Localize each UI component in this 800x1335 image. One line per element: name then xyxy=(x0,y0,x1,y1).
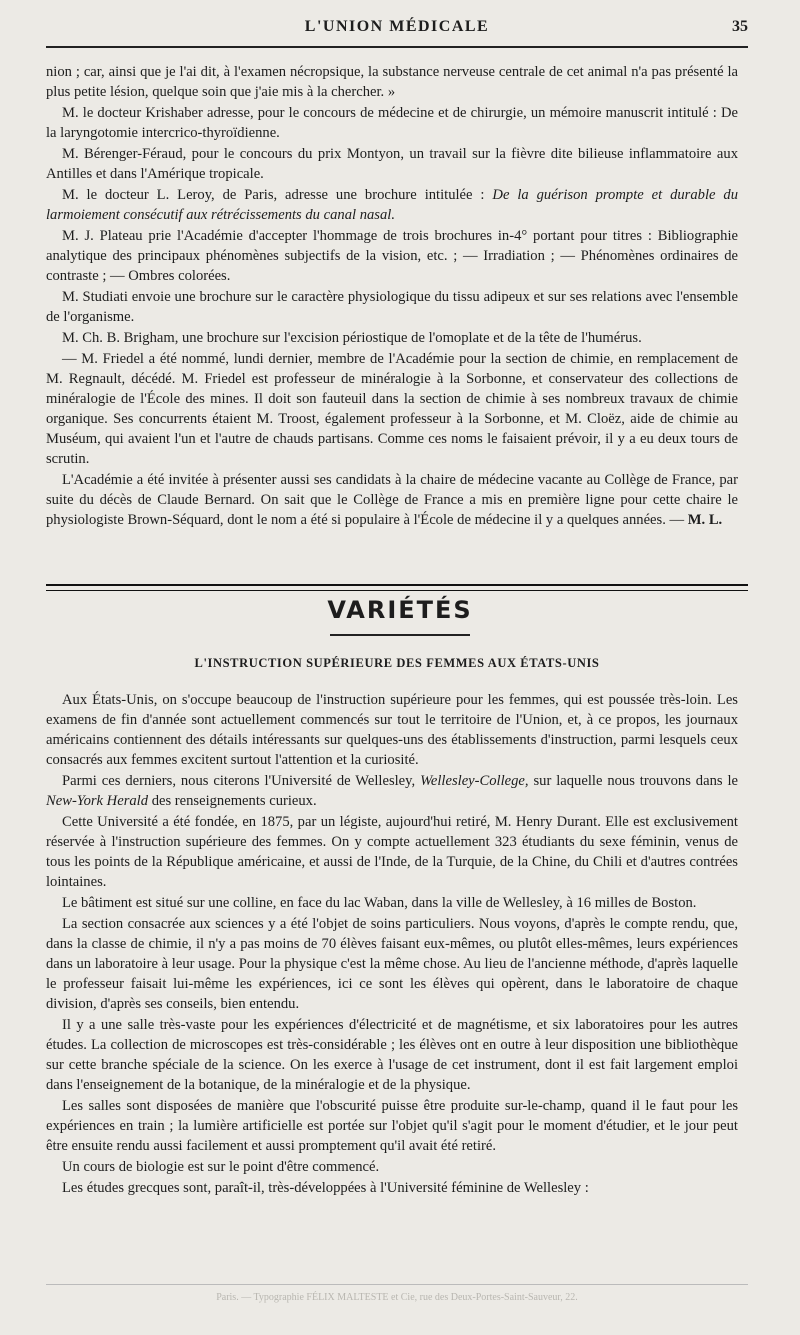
paragraph-text: Parmi ces derniers, nous citerons l'Université de Wellesley, xyxy=(62,773,416,789)
section-divider xyxy=(46,584,748,591)
paragraph: M. Bérenger-Féraud, pour le concours du prix Montyon, un travail sur la fièvre dite bilieuse inflammatoire aux Antilles et dans l'Amérique tropicale. xyxy=(46,146,738,182)
article-title: L'INSTRUCTION SUPÉRIEURE DES FEMMES AUX ÉTATS-UNIS xyxy=(194,656,600,670)
paragraph: M. J. Plateau prie l'Académie d'accepter l'hommage de trois brochures in-4° portant pour titres : Bibliographie analytique des principaux phénomènes subjectifs de la vision, etc. ; — Irradiation ; — Phénomènes ordinaires de contraste ; — Ombres colorées. xyxy=(46,228,738,284)
paragraph xyxy=(46,185,738,225)
paragraph: M. Ch. B. Brigham, une brochure sur l'excision périostique de l'omoplate et de la tête de l'humérus. xyxy=(62,330,642,346)
paragraph: nion ; car, ainsi que je l'ai dit, à l'examen nécropsique, la substance nerveuse centrale de cet animal n'a pas présenté la plus petite lésion, quelque soin que j'aie mis à la chercher. » xyxy=(46,64,738,100)
paragraph xyxy=(46,470,738,530)
printer-imprint: Paris. — Typographie FÉLIX MALTESTE et Cie, rue des Deux-Portes-Saint-Sauveur, 22. xyxy=(216,1292,578,1303)
paragraph: M. Studiati envoie une brochure sur le caractère physiologique du tissu adipeux et sur ses relations avec l'ensemble de l'organisme. xyxy=(46,289,738,325)
page-number: 35 xyxy=(732,18,748,35)
paragraph-text: sur laquelle nous trouvons dans le xyxy=(533,773,738,789)
paragraph: La section consacrée aux sciences y a été l'objet de soins particuliers. Nous voyons, d'après le compte rendu, que, dans la classe de chimie, il n'y a pas moins de 70 élèves faisant eux-mêmes, ou plutôt elles-mêmes, leurs expériences dans un laboratoire à leur usage. Pour la physique c'est la même chose. Au lieu de l'ancienne méthode, d'après laquelle le professeur faisait lui-même les expériences, ici ce sont les élèves qui opèrent, dans le laboratoire de chaque division, d'après ses conseils, bien entendu. xyxy=(46,916,738,1012)
academy-notes xyxy=(46,62,738,531)
newspaper-name: New-York Herald xyxy=(46,793,149,809)
paragraph: M. le docteur Krishaber adresse, pour le concours de médecine et de chirurgie, un mémoire manuscrit intitulé : De la laryngotomie intercrico-thyroïdienne. xyxy=(46,105,738,141)
college-name: Wellesley-College, xyxy=(420,773,529,789)
brochure-title: De la guérison prompte et durable du larmoiement consécutif aux rétrécissements du canal nasal. xyxy=(46,187,738,223)
section-title: VARIÉTÉS xyxy=(327,596,473,624)
header-rule xyxy=(46,46,748,48)
paragraph xyxy=(46,771,738,811)
journal-title: L'UNION MÉDICALE xyxy=(304,18,490,35)
paragraph-text: des renseignements curieux. xyxy=(151,793,317,809)
section-underline xyxy=(330,634,470,636)
article-body xyxy=(46,690,738,1199)
paragraph: Il y a une salle très-vaste pour les expériences d'électricité et de magnétisme, et six laboratoires pour les autres études. La collection de microscopes est très-considérable ; les élèves ont en outre à leur disposition une bibliothèque sur cette branche spéciale de la science. On les exerce à l'usage de cet instrument, dont il est fait largement emploi dans l'enseignement de la botanique, de la minéralogie et de la physique. xyxy=(46,1017,738,1093)
paragraph-text: L'Académie a été invitée à présenter aussi ses candidats à la chaire de médecine vacante au Collège de France, par suite du décès de Claude Bernard. On sait que le Collège de France a mis en première ligne pour cette chaire le physiologiste Brown-Séquard, dont le nom a été si populaire à l'École de médecine il y a quelques années. — xyxy=(46,472,738,528)
paragraph: Le bâtiment est situé sur une colline, en face du lac Waban, dans la ville de Wellesley, à 16 milles de Boston. xyxy=(62,895,697,911)
footer-rule xyxy=(46,1284,748,1285)
paragraph: Un cours de biologie est sur le point d'être commencé. xyxy=(62,1159,380,1175)
paragraph: Les études grecques sont, paraît-il, très-développées à l'Université féminine de Wellesley : xyxy=(62,1180,589,1196)
paragraph: Les salles sont disposées de manière que l'obscurité puisse être produite sur-le-champ, quand il le faut pour les expériences en train ; la lumière artificielle est portée sur l'objet qu'il s'agit pour le moment d'étudier, et le jour peut être ensuite rendu aussi facilement et aussi promptement qu'il avait été retiré. xyxy=(46,1098,738,1154)
paragraph-text: M. le docteur L. Leroy, de Paris, adresse une brochure intitulée : xyxy=(62,187,485,203)
paragraph: — M. Friedel a été nommé, lundi dernier, membre de l'Académie pour la section de chimie, en remplacement de M. Regnault, décédé. M. Friedel est professeur de minéralogie à la Sorbonne, et conservateur des collections de minéralogie de l'École des mines. Il doit son fauteuil dans la section de chimie à ses nombreux travaux de chimie organique. Ses concurrents étaient M. Troost, également professeur à la Sorbonne, et M. Cloëz, aide de chimie au Muséum, qui avaient l'un et l'autre de chauds partisans. Comme ces noms le faisaient prévoir, il y a eu deux tours de scrutin. xyxy=(46,351,738,467)
running-header xyxy=(46,18,748,44)
signature: M. L. xyxy=(687,512,723,528)
paragraph: Aux États-Unis, on s'occupe beaucoup de l'instruction supérieure pour les femmes, qui est poussée très-loin. Les examens de fin d'année sont actuellement commencés sur tout le territoire de l'Union, et, à ce propos, les journaux américains contiennent des détails intéressants sur quelques-uns des établissements d'instruction, parmi lesquels ceux consacrés aux femmes excitent surtout l'attention et la curiosité. xyxy=(46,692,738,768)
paragraph: Cette Université a été fondée, en 1875, par un légiste, aujourd'hui retiré, M. Henry Durant. Elle est exclusivement réservée à l'instruction supérieure des femmes. On y compte actuellement 323 étudiants du sexe féminin, venus de tous les points de la République américaine, et aussi de l'Inde, de la Turquie, de la Chine, du Chili et d'autres contrées lointaines. xyxy=(46,814,738,890)
